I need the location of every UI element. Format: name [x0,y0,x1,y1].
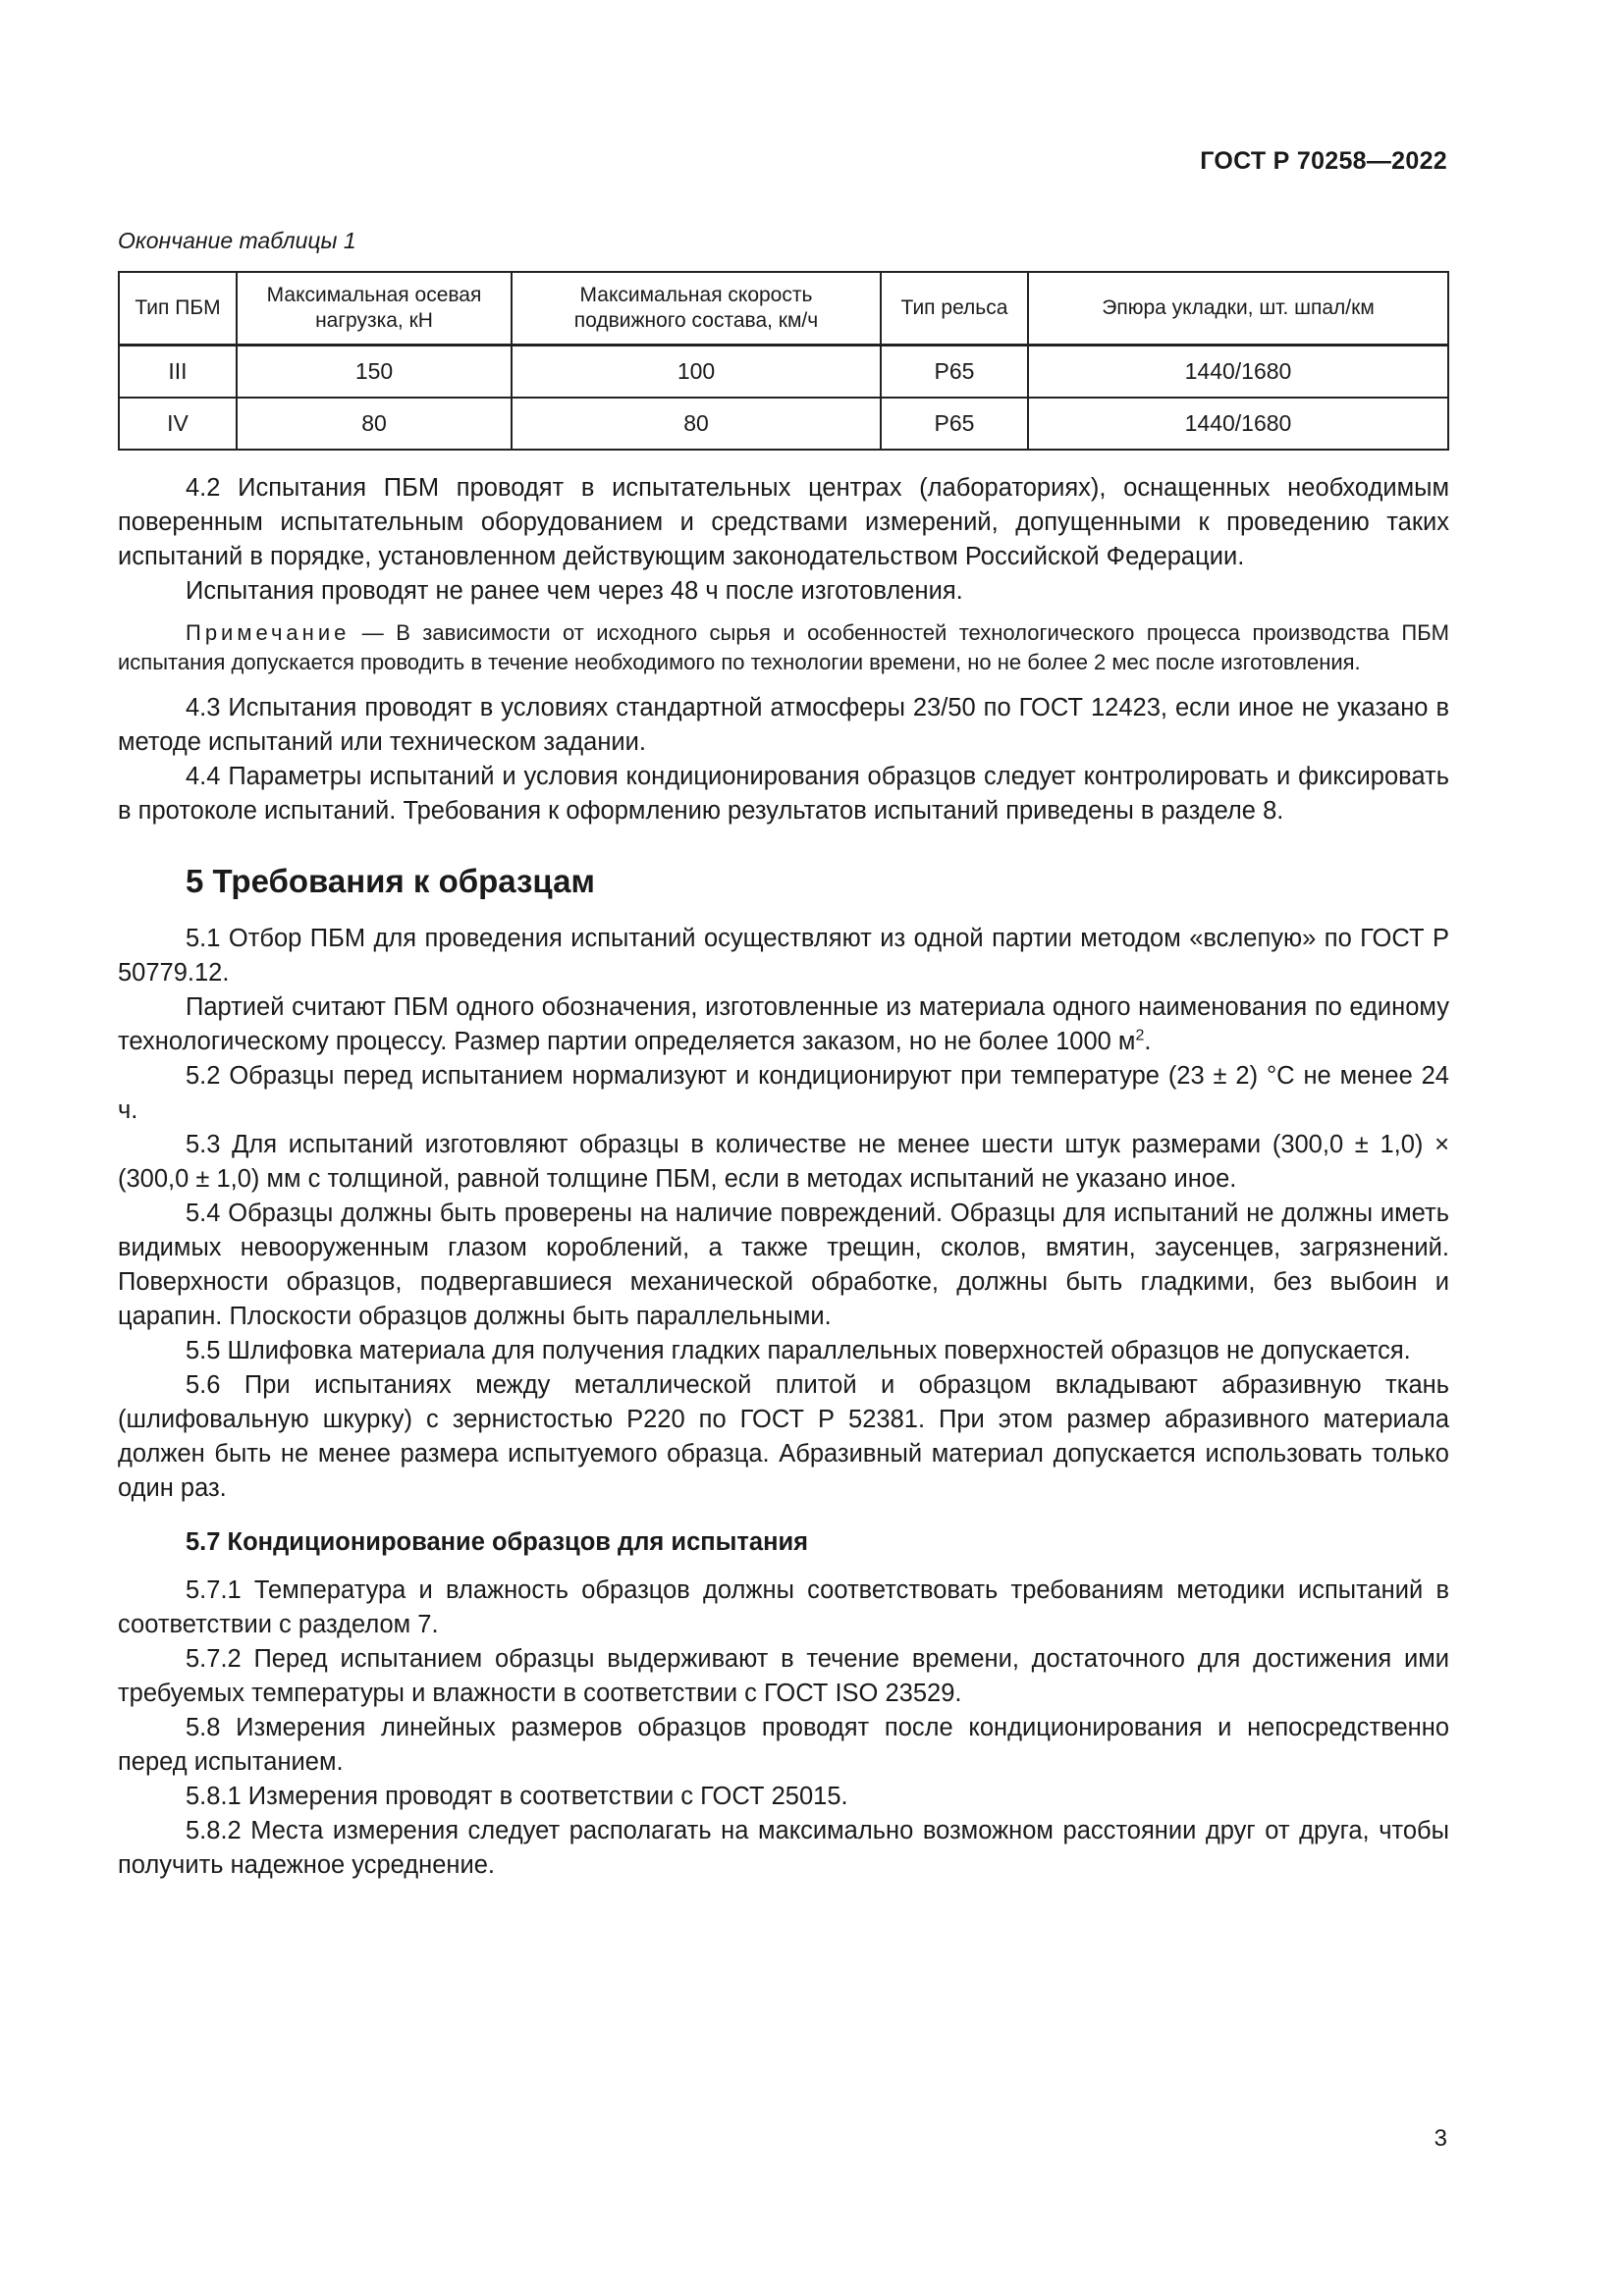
paragraph-5-8: 5.8 Измерения линейных размеров образцов проводят после кондиционирования и непосредственно перед испытанием. [118,1714,1449,1776]
paragraph-5-6: 5.6 При испытаниях между металлической плитой и образцом вкладывают абразивную ткань (шлифовальную шкурку) с зернистостью Р220 по ГОСТ Р 52381. При этом размер абразивного материала должен быть не менее размера испытуемого образца. Абразивный материал допускается использовать только один раз. [118,1371,1449,1502]
paragraph-5-4: 5.4 Образцы должны быть проверены на наличие повреждений. Образцы для испытаний не должны иметь видимых невооруженным глазом короблений, а также трещин, сколов, вмятин, заусенцев, загрязнений. Поверхности образцов, подвергавшиеся механической обработке, должны быть гладкими, без выбоин и царапин. Плоскости образцов должны быть параллельными. [118,1200,1449,1330]
paragraph-5-5: 5.5 Шлифовка материала для получения гладких параллельных поверхностей образцов не допускается. [186,1337,1411,1364]
paragraph-5-2: 5.2 Образцы перед испытанием нормализуют и кондиционируют при температуре (23 ± 2) °С не менее 24 ч. [118,1062,1449,1124]
column-header: Тип рельса [881,272,1028,346]
paragraph-5-7-2: 5.7.2 Перед испытанием образцы выдерживают в течение времени, достаточного для достижения ими требуемых температуры и влажности в соответствии с ГОСТ ISO 23529. [118,1645,1449,1707]
batch-text: Партией считают ПБМ одного обозначения, изготовленные из материала одного наименования по единому технологическому процессу. Размер партии определяется заказом, но не более 1000 м [118,993,1449,1055]
paragraph-5-1-batch [118,990,1449,1059]
paragraph-4-4: 4.4 Параметры испытаний и условия кондиционирования образцов следует контролировать и фиксировать в протоколе испытаний. Требования к оформлению результатов испытаний приведены в разделе 8. [118,763,1449,825]
paragraph-4-3: 4.3 Испытания проводят в условиях стандартной атмосферы 23/50 по ГОСТ 12423, если иное не указано в методе испытаний или техническом задании. [118,694,1449,756]
paragraph-5-8-1: 5.8.1 Измерения проводят в соответствии с ГОСТ 25015. [186,1783,848,1810]
note-label: Примечание [186,620,351,645]
table-header-row [119,272,1448,346]
column-header: Максимальная скорость подвижного состава, км/ч [512,272,881,346]
document-body [118,471,1449,1883]
table-cell: 80 [237,398,512,450]
note-text: — В зависимости от исходного сырья и особенностей технологического процесса производства ПБМ испытания допускается проводить в течение необходимого по технологии времени, но не более 2 мес после изготовления. [118,620,1449,674]
subsection-5-7-heading: 5.7 Кондиционирование образцов для испытания [186,1528,809,1556]
table-cell: Р65 [881,346,1028,399]
paragraph-5-8-2: 5.8.2 Места измерения следует располагать на максимально возможном расстоянии друг от друга, чтобы получить надежное усреднение. [118,1817,1449,1879]
table-cell: IV [119,398,237,450]
table-cell: III [119,346,237,399]
column-header: Эпюра укладки, шт. шпал/км [1028,272,1448,346]
paragraph-4-2-testing-time: Испытания проводят не ранее чем через 48 ч после изготовления. [186,577,963,605]
batch-text-end: . [1144,1028,1152,1055]
column-header: Тип ПБМ [119,272,237,346]
page-number: 3 [1434,2125,1447,2152]
table-cell: Р65 [881,398,1028,450]
column-header: Максимальная осевая нагрузка, кН [237,272,512,346]
table-cell: 1440/1680 [1028,398,1448,450]
document-id: ГОСТ Р 70258—2022 [1200,147,1447,175]
table-cell: 1440/1680 [1028,346,1448,399]
table-row [119,398,1448,450]
paragraph-5-7-1: 5.7.1 Температура и влажность образцов должны соответствовать требованиям методики испытаний в соответствии с разделом 7. [118,1576,1449,1638]
note [118,618,1449,677]
section-5-heading: 5 Требования к образцам [186,863,595,899]
table-row [119,346,1448,399]
paragraph-4-2: 4.2 Испытания ПБМ проводят в испытательных центрах (лабораториях), оснащенных необходимым поверенным испытательным оборудованием и средствами измерений, допущенными к проведению таких испытаний в порядке, установленном действующим законодательством Российской Федерации. [118,474,1449,570]
paragraph-5-3: 5.3 Для испытаний изготовляют образцы в количестве не менее шести штук размерами (300,0 ± 1,0) × (300,0 ± 1,0) мм с толщиной, равной толщине ПБМ, если в методах испытаний не указано иное. [118,1131,1449,1193]
paragraph-5-1: 5.1 Отбор ПБМ для проведения испытаний осуществляют из одной партии методом «вслепую» по ГОСТ Р 50779.12. [118,925,1449,987]
table-cell: 150 [237,346,512,399]
table-cell: 80 [512,398,881,450]
table-caption: Окончание таблицы 1 [118,228,356,253]
spec-table [118,271,1449,451]
superscript: 2 [1135,1027,1145,1044]
table-cell: 100 [512,346,881,399]
